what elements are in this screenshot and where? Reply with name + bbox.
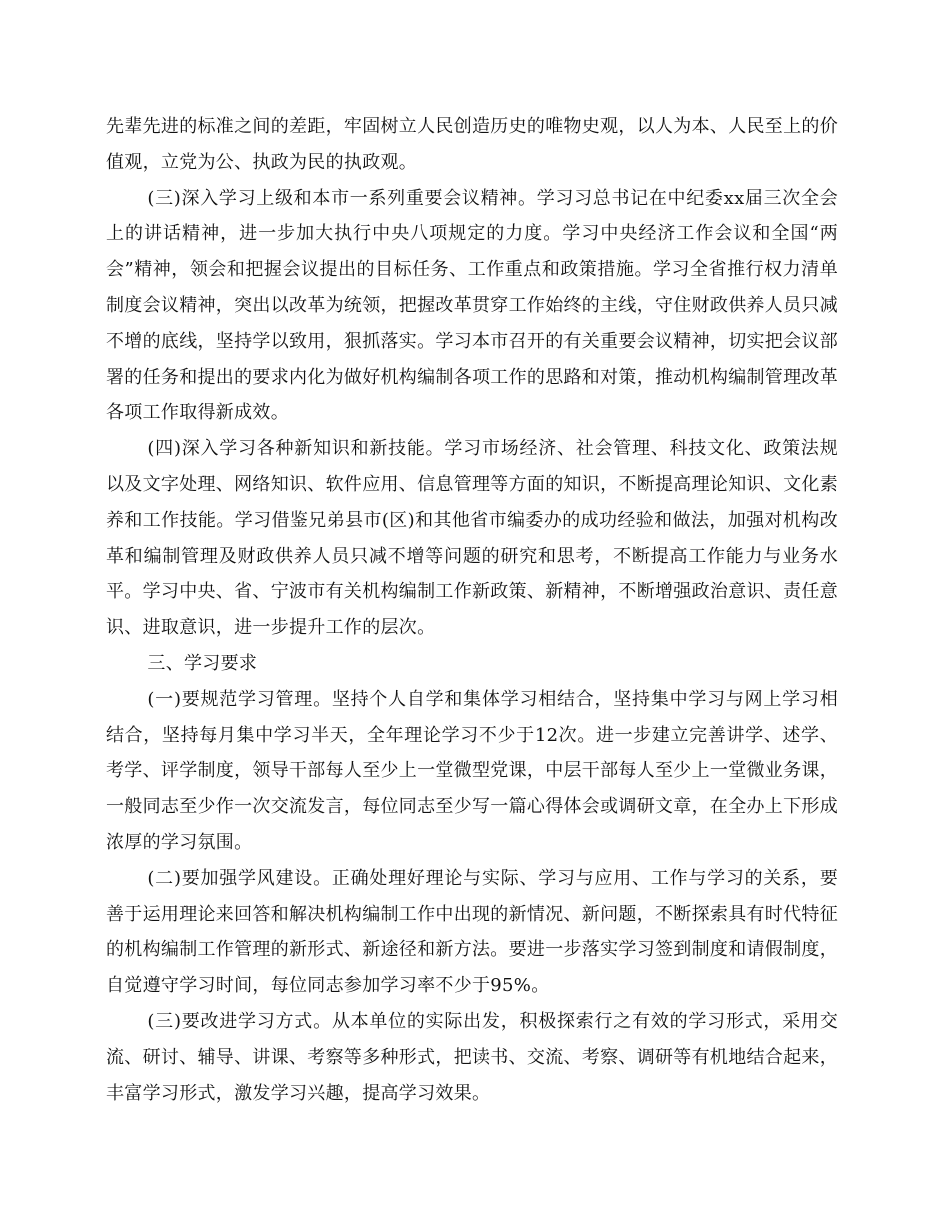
document-body — [106, 109, 838, 1111]
paragraph-req-1-management: (一)要规范学习管理。坚持个人自学和集体学习相结合，坚持集中学习与网上学习相结合，坚持每月集中学习半天，全年理论学习不少于12次。进一步建立完善讲学、述学、考学、评学制度，领导干部每人至少上一堂微型党课，中层干部每人至少上一堂微业务课，一般同志至少作一次交流发言，每位同志至少写一篇心得体会或调研文章，在全办上下形成浓厚的学习氛围。 — [106, 688, 838, 853]
paragraph-item-4-skills: (四)深入学习各种新知识和新技能。学习市场经济、社会管理、科技文化、政策法规以及文字处理、网络知识、软件应用、信息管理等方面的知识，不断提高理论知识、文化素养和工作技能。学习借鉴兄弟县市(区)和其他省市编委办的成功经验和做法，加强对机构改革和编制管理及财政供养人员只减不增等问题的研究和思考，不断提高工作能力与业务水平。学习中央、省、宁波市有关机构编制工作新政策、新精神，不断增强政治意识、责任意识、进取意识，进一步提升工作的层次。 — [106, 438, 838, 639]
section-heading-requirements: 三、学习要求 — [147, 652, 258, 674]
paragraph-continued: 先辈先进的标准之间的差距，牢固树立人民创造历史的唯物史观，以人为本、人民至上的价值观，立党为公、执政为民的执政观。 — [106, 116, 838, 173]
paragraph-item-3-meetings: (三)深入学习上级和本市一系列重要会议精神。学习习总书记在中纪委xx届三次全会上的讲话精神，进一步加大执行中央八项规定的力度。学习中央经济工作会议和全国“两会”精神，领会和把握会议提出的目标任务、工作重点和政策措施。学习全省推行权力清单制度会议精神，突出以改革为统领，把握改革贯穿工作始终的主线，守住财政供养人员只减不增的底线，坚持学以致用，狠抓落实。学习本市召开的有关重要会议精神，切实把会议部署的任务和提出的要求内化为做好机构编制各项工作的思路和对策，推动机构编制管理改革各项工作取得新成效。 — [106, 187, 838, 424]
paragraph-req-2-style: (二)要加强学风建设。正确处理好理论与实际、学习与应用、工作与学习的关系，要善于运用理论来回答和解决机构编制工作中出现的新情况、新问题，不断探索具有时代特征的机构编制工作管理的新形式、新途径和新方法。要进一步落实学习签到制度和请假制度，自觉遵守学习时间，每位同志参加学习率不少于95%。 — [106, 867, 838, 997]
paragraph-req-3-methods: (三)要改进学习方式。从本单位的实际出发，积极探索行之有效的学习形式，采用交流、研讨、辅导、讲课、考察等多种形式，把读书、交流、考察、调研等有机地结合起来，丰富学习形式，激发学习兴趣，提高学习效果。 — [106, 1010, 838, 1104]
